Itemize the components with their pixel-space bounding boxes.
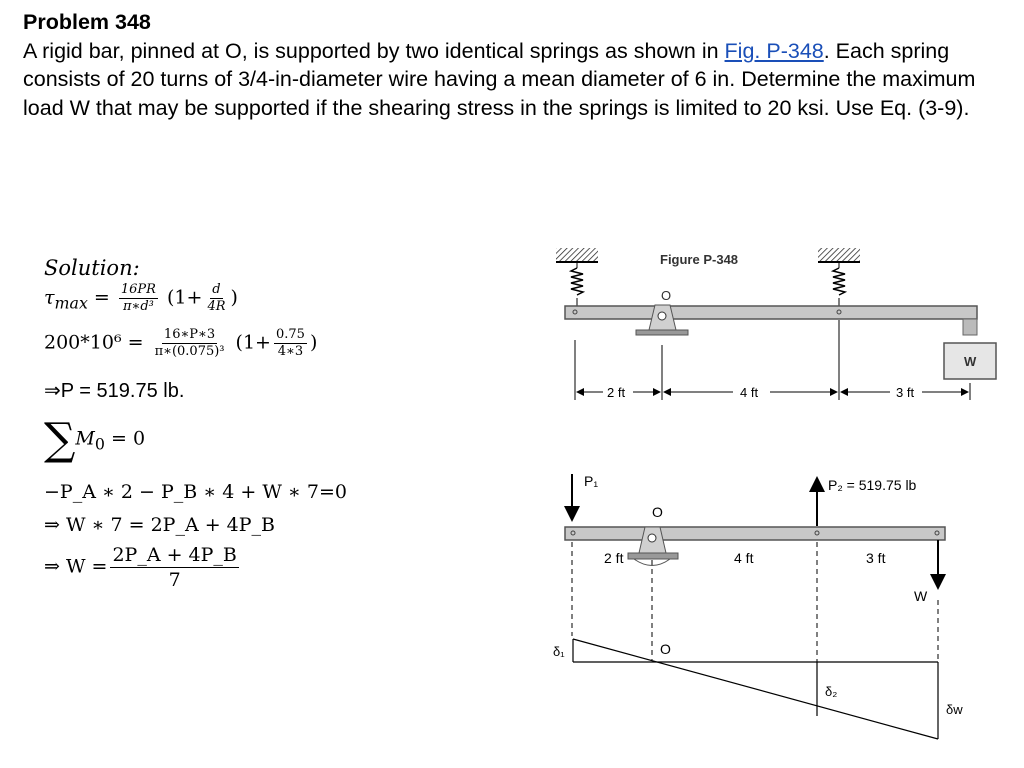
numerator: 2P_A + 4P_B <box>112 544 237 566</box>
denominator: 4R <box>207 299 226 314</box>
numerator: 16PR <box>120 282 156 297</box>
delta2-label: δ₂ <box>825 684 838 699</box>
paren-open: (1+ <box>229 331 271 354</box>
tau-symbol: τ <box>44 286 55 309</box>
equals-zero: = 0 <box>104 427 146 450</box>
moment-subscript: 0 <box>94 434 105 454</box>
solution-label: Solution: <box>44 256 140 280</box>
dim-3ft: 3 ft <box>896 385 915 400</box>
figure-bottom <box>553 473 963 739</box>
dim-3ft-bottom: 3 ft <box>866 550 886 566</box>
spring-right <box>833 262 845 306</box>
result-p: ⇒P = 519.75 lb. <box>44 380 185 402</box>
equals-sign: = <box>87 286 116 309</box>
deltaw-label: δw <box>946 702 963 717</box>
spring-left <box>571 262 583 306</box>
problem-text-after: . Each spring consists of 20 turns of 3/4-in-diameter wire having a mean diameter of 6 in. Determine the maximum load W that may be supported if the shearing stress in the springs is limited to 20 ksi. Use Eq. (3-9). <box>23 38 976 120</box>
problem-title: Problem 348 <box>23 10 151 34</box>
paren-close: ) <box>309 331 318 354</box>
dim-4ft-bottom: 4 ft <box>734 550 754 566</box>
pin-label-bottom: O <box>652 504 663 520</box>
stress-value: 200*10⁶ <box>44 331 122 354</box>
sigma-symbol: ∑ <box>44 414 76 465</box>
pin-joint <box>658 312 666 320</box>
moment-symbol: M <box>75 427 95 450</box>
problem-text-before: A rigid bar, pinned at O, is supported by two identical springs as shown in <box>23 38 725 63</box>
paren-open: (1+ <box>160 286 203 309</box>
o-label-deflection: O <box>660 641 671 657</box>
ground-support-right <box>818 248 860 262</box>
p1-label: P₁ <box>584 473 599 489</box>
numerator: 0.75 <box>275 327 305 342</box>
dim-2ft-bottom: 2 ft <box>604 550 624 566</box>
pin-joint-bottom <box>648 534 656 542</box>
denominator: 7 <box>168 569 181 591</box>
pin-label: O <box>661 288 672 303</box>
rigid-bar-bottom <box>565 527 945 540</box>
denominator: 4∗3 <box>277 344 304 359</box>
equals-sign: = <box>121 331 150 354</box>
figure-link[interactable]: Fig. P-348 <box>724 38 824 63</box>
figure-top <box>556 248 996 400</box>
tau-subscript: max <box>54 293 88 313</box>
equation-moment-expanded: −P_A ∗ 2 − P_B ∗ 4 + W ∗ 7=0 <box>44 481 347 503</box>
numerator: d <box>212 282 221 297</box>
p2-label: P₂ = 519.75 lb <box>828 477 917 493</box>
denominator: π∗(0.075)³ <box>154 344 225 359</box>
pin-base <box>636 330 688 335</box>
dim-2ft: 2 ft <box>607 385 626 400</box>
paren-close: ) <box>230 286 238 309</box>
denominator: π∗d³ <box>122 299 154 314</box>
w-label: W <box>914 588 928 604</box>
pin-base <box>628 553 678 559</box>
figure-caption: Figure P-348 <box>660 252 739 267</box>
hanger-clevis <box>963 319 977 335</box>
ground-support-left <box>556 248 598 262</box>
dim-4ft: 4 ft <box>740 385 759 400</box>
equation-w-times-7: ⇒ W ∗ 7 = 2P_A + 4P_B <box>44 514 275 536</box>
rigid-bar <box>565 306 977 319</box>
delta1-label: δ₁ <box>553 644 565 659</box>
deflected-line <box>573 639 938 739</box>
weight-label: W <box>964 354 977 369</box>
numerator: 16∗P∗3 <box>163 327 216 342</box>
w-lhs: ⇒ W = <box>44 555 108 578</box>
